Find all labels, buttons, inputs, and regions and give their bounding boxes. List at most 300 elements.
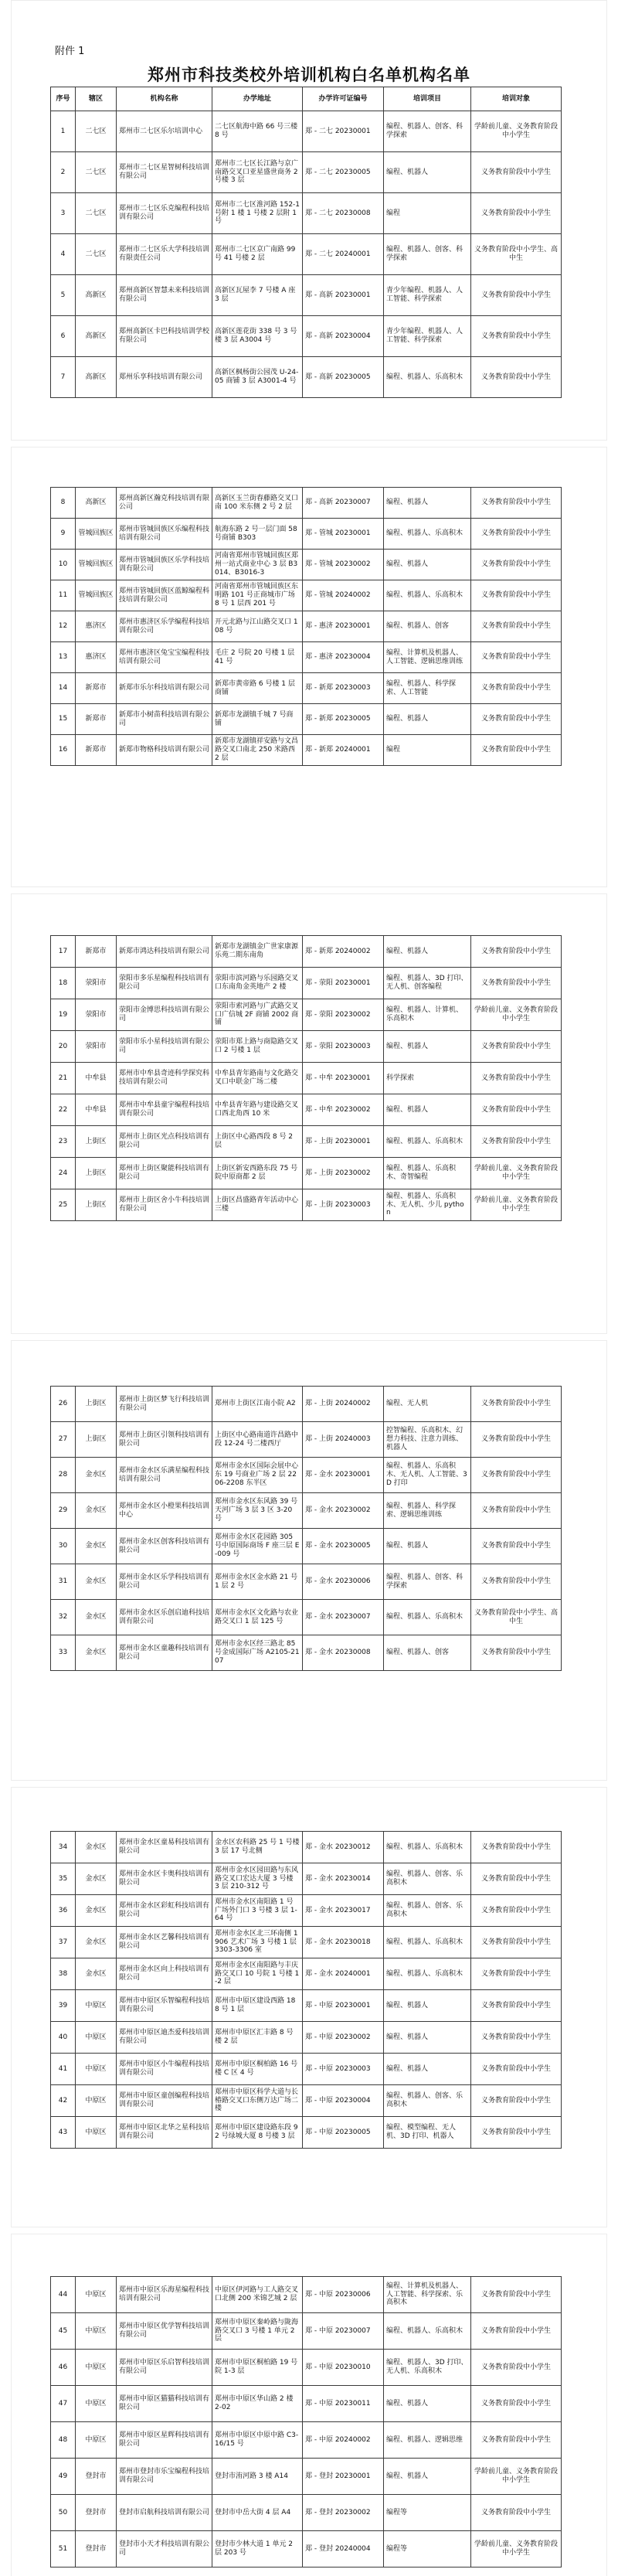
cell-district: 惠济区 [76,642,117,673]
cell-address: 郑州市金水区南阳路与丰庆路交叉口 10 号院 1 号楼 1-2 层 [212,1958,303,1990]
cell-institution-name: 郑州市上街区舍小牛科技培训有限公司 [117,1189,212,1221]
cell-training-program: 编程、机器人、创客 [384,1635,471,1671]
table-row [51,1189,562,1221]
cell-no: 44 [51,2277,76,2313]
cell-institution-name: 郑州市金水区童易科技培训有限公司 [117,1832,212,1863]
cell-no: 45 [51,2313,76,2350]
cell-no: 10 [51,550,76,580]
cell-no: 26 [51,1387,76,1422]
cell-district: 金水区 [76,1529,117,1564]
cell-district: 金水区 [76,1635,117,1671]
cell-no: 47 [51,2386,76,2422]
cell-license-number: 郑 - 高新 20230007 [303,488,384,519]
table-row [51,1635,562,1671]
cell-address: 荥阳市索河路与广武路交叉口广信城 2F 商铺 2002 商铺 [212,999,303,1031]
cell-training-program: 编程、机器人、3D 打印、无人机、创客编程 [384,968,471,999]
cell-training-target: 义务教育阶段中小学生 [471,1863,562,1895]
cell-institution-name: 郑州市二七区星智树科技培训有限公司 [117,152,212,193]
cell-license-number: 郑 - 管城 20230001 [303,519,384,550]
document-page-2 [11,447,607,887]
table-row [51,673,562,704]
table-row [51,550,562,580]
document-page-1 [11,0,607,441]
cell-no: 33 [51,1635,76,1671]
cell-address: 郑州市上街区江南小院 A2 [212,1387,303,1422]
cell-institution-name: 荥阳市多乐星编程科技培训有限公司 [117,968,212,999]
cell-address: 高新区枫杨街公园茂 U-24-05 商铺 3 层 A3001-4 号 [212,357,303,398]
cell-license-number: 郑 - 登封 20240004 [303,2531,384,2567]
cell-institution-name: 郑州市惠济区兔宝宝编程科技培训有限公司 [117,642,212,673]
whitelist-table-part-6 [50,2276,562,2567]
cell-training-target: 学龄前儿童、义务教育阶段中小学生 [471,2459,562,2495]
document-title: 郑州市科技类校外培训机构白名单机构名单 [148,66,470,84]
cell-training-program: 编程、机器人 [384,1031,471,1063]
cell-training-program: 编程、机器人、乐高积木、无人机、人工智能、3D 打印 [384,1458,471,1493]
cell-address: 中原区伊河路与工人路交叉口北侧 200 米锦艺城 2 层 [212,2277,303,2313]
cell-training-target: 义务教育阶段中小学生 [471,2313,562,2350]
cell-training-program: 编程、机器人 [384,2022,471,2054]
cell-district: 二七区 [76,152,117,193]
cell-no: 9 [51,519,76,550]
cell-license-number: 郑 - 中原 20230001 [303,1990,384,2022]
cell-address: 郑州市中原区汇丰路 8 号楼 2 层 [212,2022,303,2054]
cell-address: 郑州市金水区国际会展中心东 19 号商业广场 2 层 2206-2208 东半区 [212,1458,303,1493]
cell-no: 42 [51,2085,76,2117]
cell-training-target: 义务教育阶段中小学生 [471,1458,562,1493]
cell-no: 46 [51,2350,76,2386]
cell-license-number: 郑 - 上街 20230001 [303,1126,384,1158]
cell-license-number: 郑 - 新郑 20240002 [303,936,384,968]
table-row [51,2495,562,2531]
cell-address: 河南省郑州市管城回族区东明路 101 号正商城市广场 8 号 1 层西 201 号 [212,580,303,611]
cell-no: 43 [51,2117,76,2149]
cell-address: 新郑市龙湖镇千城 7 号商铺 [212,704,303,735]
cell-address: 毛庄 2 号院 20 号楼 1 层 41 号 [212,642,303,673]
cell-license-number: 郑 - 二七 20230005 [303,152,384,193]
cell-district: 上街区 [76,1158,117,1189]
cell-license-number: 郑 - 荥阳 20230002 [303,999,384,1031]
cell-training-program: 编程、机器人 [384,2054,471,2085]
cell-no: 24 [51,1158,76,1189]
cell-license-number: 郑 - 高新 20230001 [303,275,384,316]
table-row [51,1863,562,1895]
cell-institution-name: 郑州市金水区艺馨科技培训有限公司 [117,1927,212,1958]
cell-training-program: 编程、机器人 [384,2459,471,2495]
cell-training-program: 编程等 [384,2531,471,2567]
cell-no: 14 [51,673,76,704]
cell-license-number: 郑 - 金水 20230012 [303,1832,384,1863]
cell-license-number: 郑 - 中原 20230002 [303,2022,384,2054]
cell-institution-name: 郑州市金水区卡奥科技培训有限公司 [117,1863,212,1895]
cell-license-number: 郑 - 中原 20230006 [303,2277,384,2313]
cell-institution-name: 郑州高新区卡巴科技培训学校有限公司 [117,316,212,357]
cell-license-number: 郑 - 管城 20230002 [303,550,384,580]
cell-training-target: 义务教育阶段中小学生、高中生 [471,234,562,275]
cell-no: 38 [51,1958,76,1990]
cell-license-number: 郑 - 上街 20230003 [303,1189,384,1221]
table-row [51,1458,562,1493]
table-row [51,642,562,673]
cell-training-program: 编程、无人机 [384,1387,471,1422]
cell-no: 30 [51,1529,76,1564]
cell-no: 3 [51,193,76,234]
cell-institution-name: 郑州高新区智慧未来科技培训有限公司 [117,275,212,316]
cell-license-number: 郑 - 惠济 20230004 [303,642,384,673]
table-body [51,1832,562,2149]
cell-institution-name: 郑州市二七区乐大学科技培训有限责任公司 [117,234,212,275]
cell-training-target: 学龄前儿童、义务教育阶段中小学生 [471,1158,562,1189]
cell-training-target: 义务教育阶段中小学生 [471,1094,562,1126]
cell-training-program: 编程、机器人 [384,1990,471,2022]
cell-address: 上街区昌盛路青年活动中心三楼 [212,1189,303,1221]
cell-training-target: 义务教育阶段中小学生 [471,2386,562,2422]
cell-training-target: 学龄前儿童、义务教育阶段中小学生 [471,1189,562,1221]
cell-training-target: 义务教育阶段中小学生 [471,1564,562,1600]
cell-training-program: 编程、机器人、计算机、乐高积木 [384,999,471,1031]
cell-no: 4 [51,234,76,275]
cell-no: 39 [51,1990,76,2022]
cell-training-target: 义务教育阶段中小学生 [471,1126,562,1158]
cell-license-number: 郑 - 新郑 20230003 [303,673,384,704]
cell-training-target: 义务教育阶段中小学生 [471,1895,562,1927]
table-row [51,275,562,316]
cell-district: 新郑市 [76,704,117,735]
cell-district: 登封市 [76,2495,117,2531]
cell-institution-name: 郑州市管城回族区蓝鲸编程科技培训有限公司 [117,580,212,611]
table-row [51,2085,562,2117]
cell-address: 荥阳市郑上路与商隐路交叉口 2 号楼 1 层 [212,1031,303,1063]
cell-license-number: 郑 - 金水 20230001 [303,1458,384,1493]
cell-address: 登封市洧河路 3 楼 A14 [212,2459,303,2495]
cell-institution-name: 郑州市中牟县童宇编程科技培训有限公司 [117,1094,212,1126]
cell-institution-name: 郑州市上街区光点科技培训有限公司 [117,1126,212,1158]
cell-institution-name: 郑州市中牟县奇迹科学探究科技培训有限公司 [117,1063,212,1094]
cell-institution-name: 郑州市金水区向上科技培训有限公司 [117,1958,212,1990]
cell-no: 29 [51,1493,76,1529]
cell-no: 12 [51,611,76,642]
document-page-4 [11,1340,607,1781]
cell-institution-name: 郑州市上街区梦飞行科技培训有限公司 [117,1387,212,1422]
cell-training-target: 义务教育阶段中小学生 [471,580,562,611]
cell-address: 郑州市中原区华山路 2 楼 2-02 [212,2386,303,2422]
cell-training-program: 科学探索 [384,1063,471,1094]
cell-institution-name: 郑州市惠济区乐学编程科技培训有限公司 [117,611,212,642]
cell-training-target: 义务教育阶段中小学生 [471,1529,562,1564]
cell-institution-name: 郑州市金水区创客科技培训有限公司 [117,1529,212,1564]
cell-no: 51 [51,2531,76,2567]
table-body [51,936,562,1221]
cell-training-program: 编程、机器人、创客 [384,611,471,642]
table-row [51,735,562,766]
cell-address: 金水区农科路 25 号 1 号楼 3 层 17 号北侧 [212,1832,303,1863]
cell-address: 郑州市金水区花园路 305 号中原国际商场 F 座三层 E-009 号 [212,1529,303,1564]
whitelist-table-part-1 [50,87,562,398]
cell-district: 中原区 [76,2277,117,2313]
cell-training-program: 编程、机器人 [384,488,471,519]
cell-training-target: 义务教育阶段中小学生 [471,152,562,193]
cell-institution-name: 郑州市金水区乐满星编程科技培训有限公司 [117,1458,212,1493]
table-row [51,1094,562,1126]
cell-license-number: 郑 - 荥阳 20230003 [303,1031,384,1063]
table-row [51,1063,562,1094]
cell-institution-name: 郑州市管城回族区乐学科技培训有限公司 [117,550,212,580]
cell-license-number: 郑 - 金水 20240001 [303,1958,384,1990]
cell-training-program: 编程等 [384,2495,471,2531]
cell-district: 中原区 [76,2054,117,2085]
cell-address: 荥阳市滨河路与乐园路交叉口东南角金英地产 2 楼 [212,968,303,999]
cell-training-target: 义务教育阶段中小学生、高中生 [471,1600,562,1635]
cell-institution-name: 郑州市中原区优学智科技培训有限公司 [117,2313,212,2350]
cell-institution-name: 郑州市中原区北华之星科技培训有限公司 [117,2117,212,2149]
cell-address: 上街区中心路西段 8 号 2 层 [212,1126,303,1158]
whitelist-table-part-4 [50,1386,562,1671]
cell-training-target: 义务教育阶段中小学生 [471,193,562,234]
cell-training-target: 义务教育阶段中小学生 [471,2085,562,2117]
cell-training-target: 义务教育阶段中小学生 [471,704,562,735]
cell-license-number: 郑 - 中原 20230011 [303,2386,384,2422]
cell-training-target: 义务教育阶段中小学生 [471,488,562,519]
cell-no: 6 [51,316,76,357]
cell-license-number: 郑 - 管城 20240002 [303,580,384,611]
cell-license-number: 郑 - 中原 20230007 [303,2313,384,2350]
cell-institution-name: 郑州市中原区乐海星编程科技培训有限公司 [117,2277,212,2313]
cell-no: 7 [51,357,76,398]
cell-address: 郑州市中原区秦岭路与陇海路交叉口 3 号楼 1 单元 2 层 [212,2313,303,2350]
cell-address: 高新区莲花街 338 号 3 号楼 3 层 A3004 号 [212,316,303,357]
table-body [51,488,562,766]
cell-address: 高新区玉兰街春藤路交叉口南 100 米东侧 2 号 2 层 [212,488,303,519]
cell-district: 中原区 [76,2386,117,2422]
table-row [51,2531,562,2567]
cell-training-program: 编程、机器人、逻辑思维 [384,2422,471,2459]
cell-institution-name: 新郑市鸿达科技培训有限公司 [117,936,212,968]
cell-address: 郑州市金水区北三环南侧 1906 艺术广场 3 号楼 1 层 3303-3306 室 [212,1927,303,1958]
cell-training-target: 义务教育阶段中小学生 [471,735,562,766]
cell-no: 15 [51,704,76,735]
cell-address: 开元北路与江山路交叉口 108 号 [212,611,303,642]
cell-training-target: 义务教育阶段中小学生 [471,1387,562,1422]
cell-district: 金水区 [76,1927,117,1958]
table-body [51,2277,562,2567]
table-row [51,2022,562,2054]
cell-no: 22 [51,1094,76,1126]
cell-district: 管城回族区 [76,519,117,550]
cell-training-target: 义务教育阶段中小学生 [471,1635,562,1671]
cell-training-target: 义务教育阶段中小学生 [471,275,562,316]
cell-no: 17 [51,936,76,968]
cell-address: 郑州市二七区长江路与京广南路交叉口亚星盛世商务 2 号楼 3 层 [212,152,303,193]
cell-institution-name: 郑州市金水区小橙果科技培训中心 [117,1493,212,1529]
cell-institution-name: 郑州市中原区猫猫科技培训有限公司 [117,2386,212,2422]
cell-training-target: 义务教育阶段中小学生 [471,550,562,580]
header-institution-name: 机构名称 [117,87,212,111]
table-row [51,936,562,968]
cell-license-number: 郑 - 上街 20240003 [303,1422,384,1458]
cell-district: 新郑市 [76,673,117,704]
cell-district: 中牟县 [76,1094,117,1126]
cell-training-target: 义务教育阶段中小学生 [471,2054,562,2085]
cell-address: 郑州市金水区园田路与东风路交叉口宏达大厦 3 号楼 3 层 210-312 号 [212,1863,303,1895]
cell-institution-name: 新郑市乐尔科技培训有限公司 [117,673,212,704]
cell-no: 34 [51,1832,76,1863]
cell-address: 郑州市金水区金水路 21 号 1 层 2 号 [212,1564,303,1600]
cell-license-number: 郑 - 高新 20230004 [303,316,384,357]
cell-license-number: 郑 - 中原 20230004 [303,2085,384,2117]
cell-district: 中原区 [76,2117,117,2149]
cell-address: 郑州市二七区淮河路 152-1 号附 1 楼 1 号楼 2 层附 1 号 [212,193,303,234]
cell-training-program: 编程、机器人 [384,2386,471,2422]
cell-training-program: 编程、机器人、乐高积木 [384,1600,471,1635]
cell-license-number: 郑 - 金水 20230017 [303,1895,384,1927]
cell-district: 中原区 [76,2022,117,2054]
cell-district: 登封市 [76,2459,117,2495]
cell-no: 41 [51,2054,76,2085]
cell-license-number: 郑 - 中牟 20230001 [303,1063,384,1094]
cell-district: 管城回族区 [76,550,117,580]
table-row [51,1895,562,1927]
table-row [51,611,562,642]
table-row [51,1126,562,1158]
cell-no: 27 [51,1422,76,1458]
cell-institution-name: 登封市启航科技培训有限公司 [117,2495,212,2531]
cell-license-number: 郑 - 登封 20230002 [303,2495,384,2531]
cell-no: 37 [51,1927,76,1958]
cell-district: 中原区 [76,1990,117,2022]
cell-training-target: 义务教育阶段中小学生 [471,2495,562,2531]
cell-district: 高新区 [76,488,117,519]
cell-training-target: 学龄前儿童、义务教育阶段中小学生 [471,999,562,1031]
cell-institution-name: 登封市小天才科技培训有限公司 [117,2531,212,2567]
cell-no: 49 [51,2459,76,2495]
cell-license-number: 郑 - 登封 20230001 [303,2459,384,2495]
table-row [51,2422,562,2459]
cell-address: 二七区航海中路 66 号三楼 8 号 [212,111,303,152]
cell-license-number: 郑 - 金水 20230014 [303,1863,384,1895]
cell-district: 荥阳市 [76,968,117,999]
table-row [51,1031,562,1063]
table-row [51,316,562,357]
cell-no: 21 [51,1063,76,1094]
cell-training-target: 义务教育阶段中小学生 [471,2277,562,2313]
cell-district: 二七区 [76,193,117,234]
cell-training-target: 义务教育阶段中小学生 [471,2422,562,2459]
cell-training-program: 编程、模型编程、无人机、3D 打印、机器人 [384,2117,471,2149]
table-row [51,1958,562,1990]
cell-training-program: 编程、机器人、乐高积木 [384,580,471,611]
cell-district: 高新区 [76,357,117,398]
whitelist-table-part-3 [50,935,562,1221]
cell-training-target: 义务教育阶段中小学生 [471,936,562,968]
cell-license-number: 郑 - 金水 20230007 [303,1600,384,1635]
cell-institution-name: 郑州市登封市乐宝编程科技培训有限公司 [117,2459,212,2495]
cell-address: 高新区瓦屋李 7 号楼 A 座 3 层 [212,275,303,316]
table-row [51,1990,562,2022]
cell-address: 郑州市金水区东风路 39 号天河广场 3 层 3 区 3-20 号 [212,1493,303,1529]
header-district: 辖区 [76,87,117,111]
table-row [51,2313,562,2350]
cell-district: 金水区 [76,1832,117,1863]
cell-address: 中牟县青年路南与文化路交叉口中联金广场二楼 [212,1063,303,1094]
cell-district: 金水区 [76,1564,117,1600]
cell-training-program: 编程、机器人、乐高积木 [384,519,471,550]
table-row [51,152,562,193]
cell-license-number: 郑 - 荥阳 20230001 [303,968,384,999]
cell-district: 金水区 [76,1493,117,1529]
cell-address: 航海东路 2 号一层门面 58 号商铺 B303 [212,519,303,550]
header-license-number: 办学许可证编号 [303,87,384,111]
cell-district: 金水区 [76,1958,117,1990]
cell-no: 25 [51,1189,76,1221]
cell-address: 新郑市龙湖镇祥安路与文昌路交叉口南北 250 米路西 2 层 [212,735,303,766]
cell-training-target: 义务教育阶段中小学生 [471,1832,562,1863]
cell-no: 8 [51,488,76,519]
cell-no: 20 [51,1031,76,1063]
cell-training-target: 义务教育阶段中小学生 [471,2350,562,2386]
cell-training-program: 编程、机器人、创客、乐高积木 [384,1863,471,1895]
cell-district: 上街区 [76,1189,117,1221]
cell-license-number: 郑 - 惠济 20230001 [303,611,384,642]
cell-training-program: 编程、机器人、乐高积木、奇智编程 [384,1158,471,1189]
cell-training-target: 义务教育阶段中小学生 [471,316,562,357]
cell-district: 二七区 [76,234,117,275]
cell-institution-name: 荥阳市乐小星科技培训有限公司 [117,1031,212,1063]
cell-license-number: 郑 - 金水 20230005 [303,1529,384,1564]
cell-address: 郑州市中原区桐柏路 16 号楼 C 区 4 号 [212,2054,303,2085]
cell-institution-name: 郑州市管城回族区乐编程科技培训有限公司 [117,519,212,550]
cell-training-program: 编程、机器人、3D 打印、无人机、乐高积木 [384,2350,471,2386]
cell-no: 23 [51,1126,76,1158]
cell-training-program: 编程、机器人 [384,1094,471,1126]
cell-training-target: 义务教育阶段中小学生 [471,1063,562,1094]
table-row [51,1927,562,1958]
cell-license-number: 郑 - 二七 20230008 [303,193,384,234]
cell-training-program: 控智编程、乐高积木、幻想力科技、注意力训练、机器人 [384,1422,471,1458]
table-row [51,2117,562,2149]
cell-license-number: 郑 - 中原 20230010 [303,2350,384,2386]
cell-training-program: 编程、机器人、乐高积木 [384,357,471,398]
cell-address: 新郑市龙湖镇金广世家康源乐苑二期东南角 [212,936,303,968]
cell-institution-name: 新郑市物格科技培训有限公司 [117,735,212,766]
cell-training-program: 编程、机器人 [384,152,471,193]
cell-institution-name: 郑州市中原区乐启智科技培训有限公司 [117,2350,212,2386]
cell-training-target: 义务教育阶段中小学生 [471,519,562,550]
cell-district: 上街区 [76,1422,117,1458]
table-row [51,2054,562,2085]
cell-no: 18 [51,968,76,999]
cell-address: 郑州市金水区文化路与农业路交叉口 1 层 125 号 [212,1600,303,1635]
cell-institution-name: 郑州市中原区小牛编程科技培训有限公司 [117,2054,212,2085]
cell-institution-name: 郑州市金水区童趣科技培训有限公司 [117,1635,212,1671]
cell-district: 高新区 [76,316,117,357]
cell-training-target: 义务教育阶段中小学生 [471,1031,562,1063]
table-row [51,193,562,234]
cell-no: 48 [51,2422,76,2459]
cell-license-number: 郑 - 金水 20230018 [303,1927,384,1958]
cell-training-program: 编程、机器人、乐高积木 [384,1832,471,1863]
cell-institution-name: 郑州市金水区乐创启迪科技培训有限公司 [117,1600,212,1635]
table-row [51,704,562,735]
cell-district: 中牟县 [76,1063,117,1094]
cell-no: 31 [51,1564,76,1600]
cell-address: 郑州市金水区经三路北 85 号金成国际广场 A2105-2107 [212,1635,303,1671]
cell-training-program: 青少年编程、机器人、人工智能、科学探索 [384,275,471,316]
table-row [51,580,562,611]
cell-training-program: 编程、机器人 [384,936,471,968]
cell-address: 中牟县青年路与建设路交叉口西北角西 10 米 [212,1094,303,1126]
table-row [51,1832,562,1863]
cell-license-number: 郑 - 新郑 20240001 [303,735,384,766]
cell-address: 登封市少林大道 1 单元 2 层 203 号 [212,2531,303,2567]
